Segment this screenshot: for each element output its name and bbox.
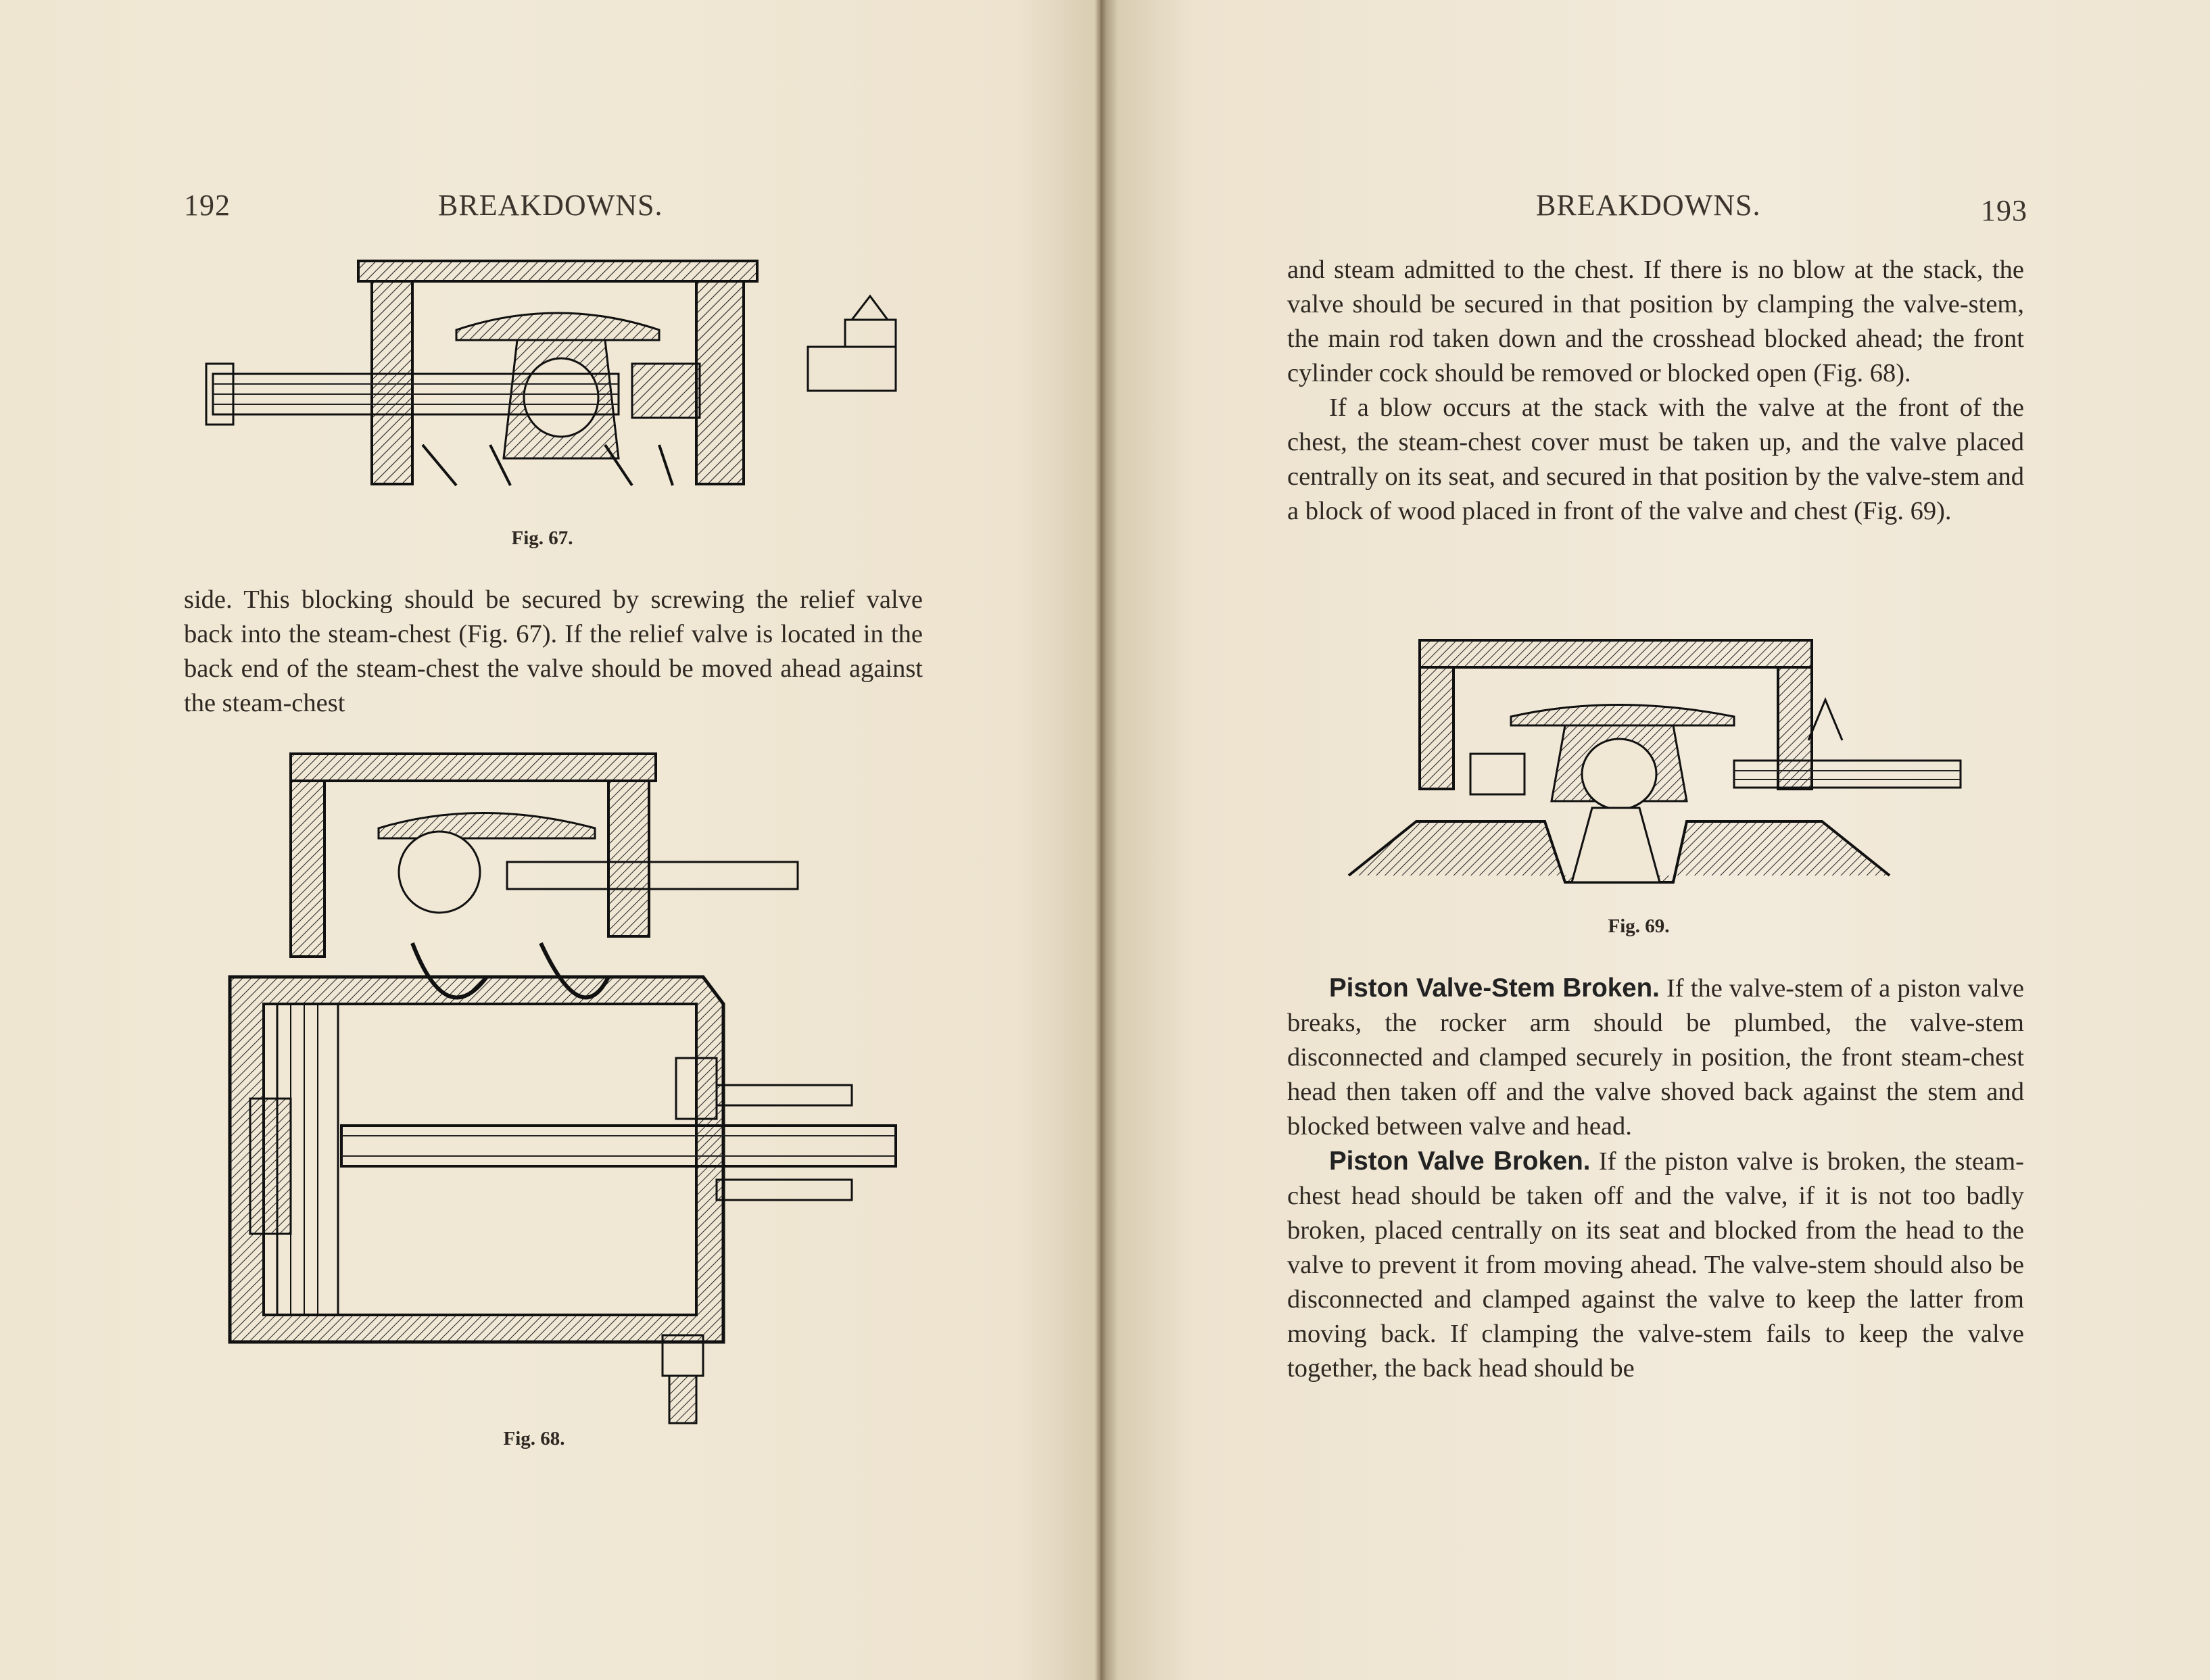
right-para-4 [1287,1144,2024,1386]
right-bottom-text [1287,971,2024,1386]
running-head-right: BREAKDOWNS. [1536,189,1761,222]
right-para-1: and steam admitted to the chest. If there is no blow at the stack, the valve should be secured in that position by clamping the valve-stem, the main rod taken down and the crosshead blocked ahead; the front cylinder cock should be removed or blocked open (Fig. 68). [1287,256,2024,387]
page-number-right: 193 [1981,194,2027,227]
right-para-3 [1287,971,2024,1144]
para-4-heading: Piston Valve Broken. [1329,1147,1591,1176]
right-page [1109,0,2210,1680]
figure-67-caption: Fig. 67. [511,527,573,549]
running-head-left: BREAKDOWNS. [438,189,663,222]
right-top-text [1287,253,2024,529]
figure-69-valve-diagram [1335,632,1971,896]
left-page [0,0,1102,1680]
para-3-heading: Piston Valve-Stem Broken. [1329,974,1660,1003]
figure-68-cylinder-diagram [189,747,919,1430]
para-4-text: If the piston valve is broken, the steam-chest head should be taken off and the valve, if it is not too badly broken, placed centrally on its seat and blocked from the head to the valve to prevent it from moving ahead. The valve-stem should also be disconnected and clamped against the valve to keep the latter from moving back. If clamping the valve-stem fails to keep the valve together, the back head should be [1287,1147,2024,1383]
page-number-left: 192 [184,189,231,222]
figure-67-valve-diagram [199,256,916,499]
left-paragraph-text: side. This blocking should be secured by screwing the relief valve back into the steam-chest (Fig. 67). If the relief valve is located in the back end of the steam-chest the valve should be moved ahead against the steam-chest [184,585,923,717]
left-paragraph [184,583,923,721]
para-3-text: If the valve-stem of a piston valve breaks, the rocker arm should be plumbed, the valve-stem disconnected and clamped securely in position, the front steam-chest head then taken off and the valve shoved back against the stem and blocked between valve and head. [1287,974,2024,1141]
figure-69-caption: Fig. 69. [1608,915,1670,937]
figure-68-caption: Fig. 68. [503,1428,565,1449]
right-para-2: If a blow occurs at the stack with the valve at the front of the chest, the steam-chest cover must be taken up, and the valve placed centrally on its seat, and secured in that position by the valve-stem and a block of wood placed in front of the valve and chest (Fig. 69). [1287,393,2024,525]
